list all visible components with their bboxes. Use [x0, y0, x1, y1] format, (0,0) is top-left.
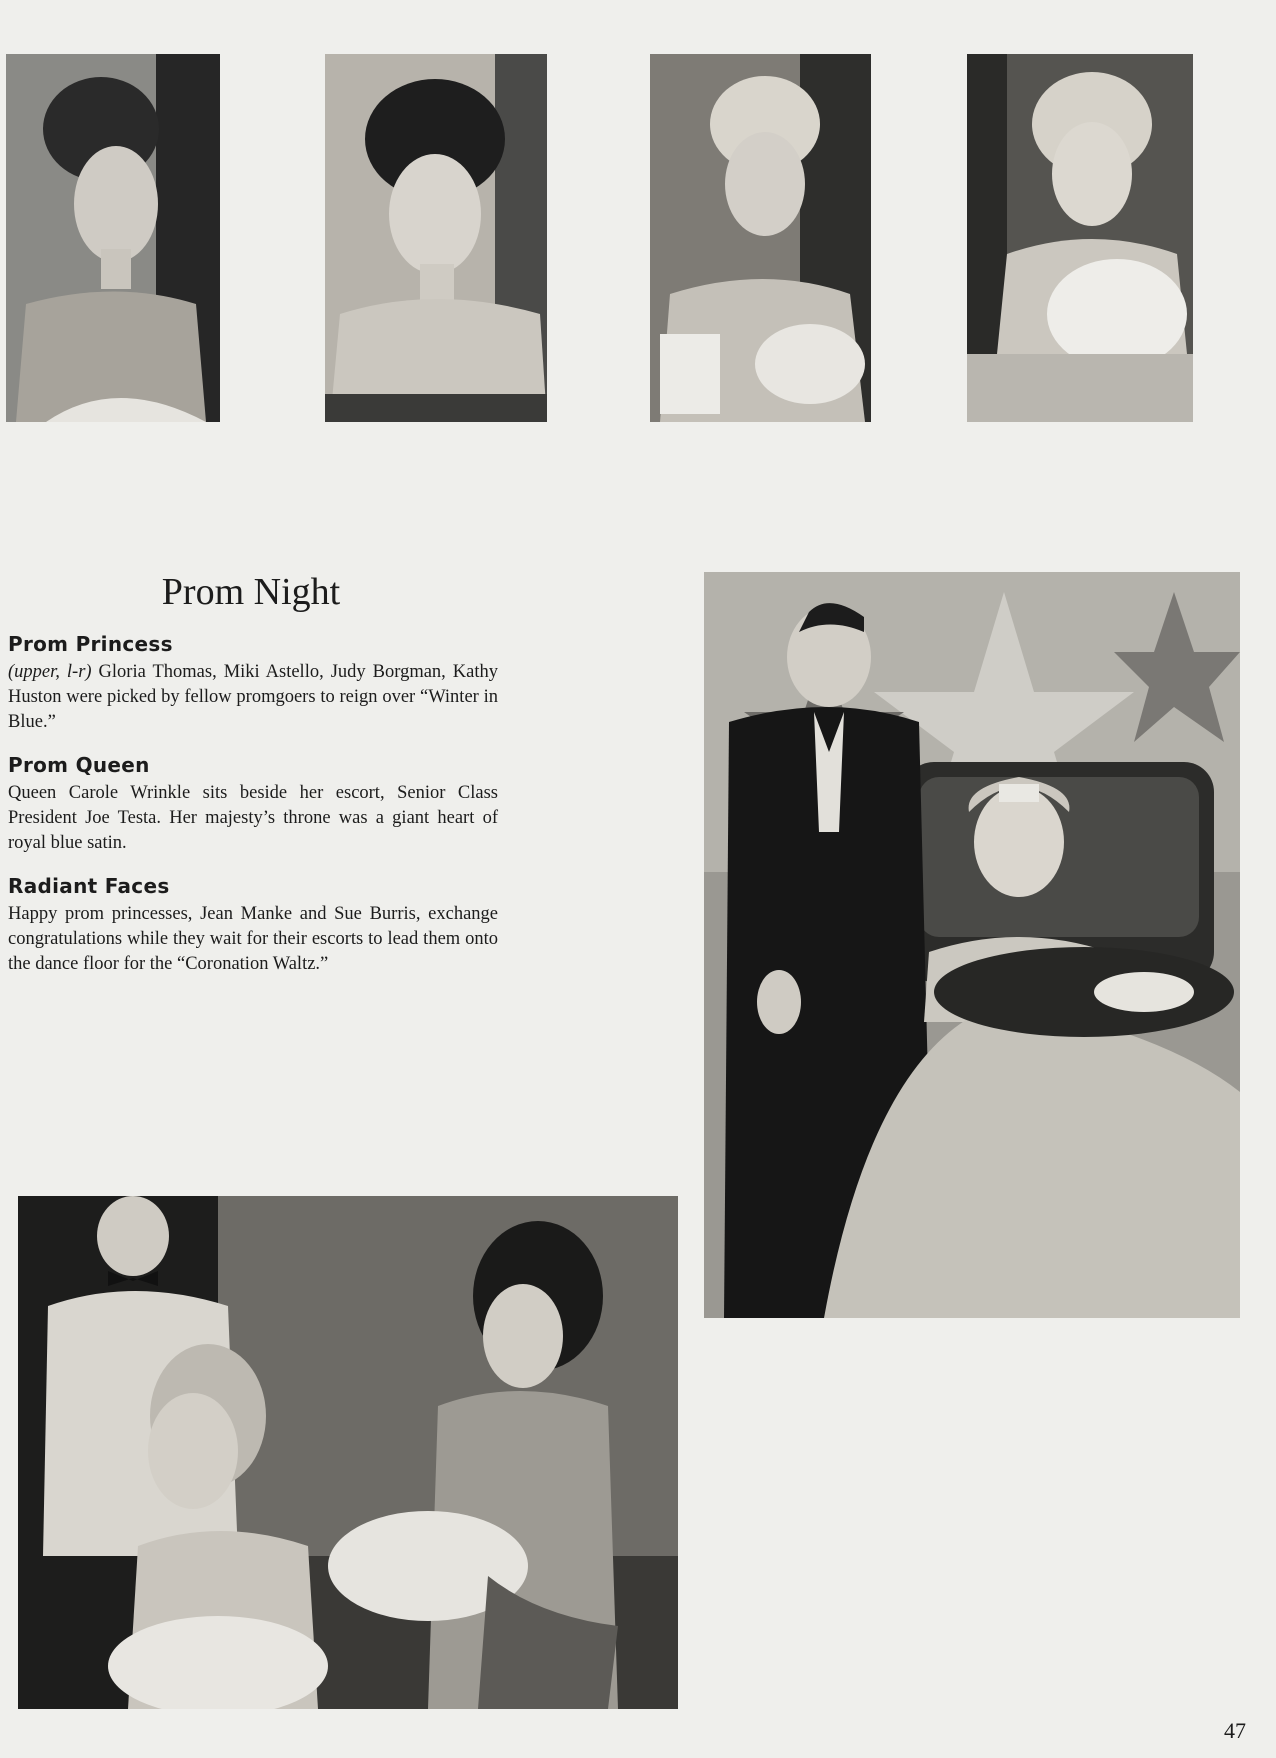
- article-text: [8, 560, 498, 995]
- page-number: 47: [1224, 1718, 1246, 1743]
- radiant-faces-photo: [18, 1196, 678, 1709]
- princess-portrait-photo: [650, 54, 871, 422]
- section-heading-prom-queen: Prom Queen: [8, 753, 150, 777]
- photo-position-note: (upper, l-r): [8, 662, 92, 682]
- section-heading-radiant-faces: Radiant Faces: [8, 874, 170, 898]
- section-body-prom-queen: Queen Carole Wrinkle sits beside her escort, Senior Class President Joe Testa. Her majesty’s throne was a giant heart of royal blue satin.: [8, 783, 498, 853]
- caption-text: Gloria Thomas, Miki Astello, Judy Borgman, Kathy Huston were picked by fellow promgoers to reign over “Winter in Blue.”: [8, 662, 499, 732]
- section-body-radiant-faces: Happy prom princesses, Jean Manke and Sue Burris, exchange congratulations while they wait for their escorts to lead them onto the dance floor for the “Coronation Waltz.”: [8, 904, 498, 974]
- page-title: Prom Night: [161, 571, 341, 613]
- section-heading-prom-princess: Prom Princess: [8, 632, 173, 656]
- section-body-prom-princess: [8, 660, 498, 735]
- princess-portrait-photo: [6, 54, 220, 422]
- princess-portrait-photo: [967, 54, 1193, 422]
- princess-portrait-photo: [325, 54, 547, 422]
- prom-queen-photo: [704, 572, 1240, 1318]
